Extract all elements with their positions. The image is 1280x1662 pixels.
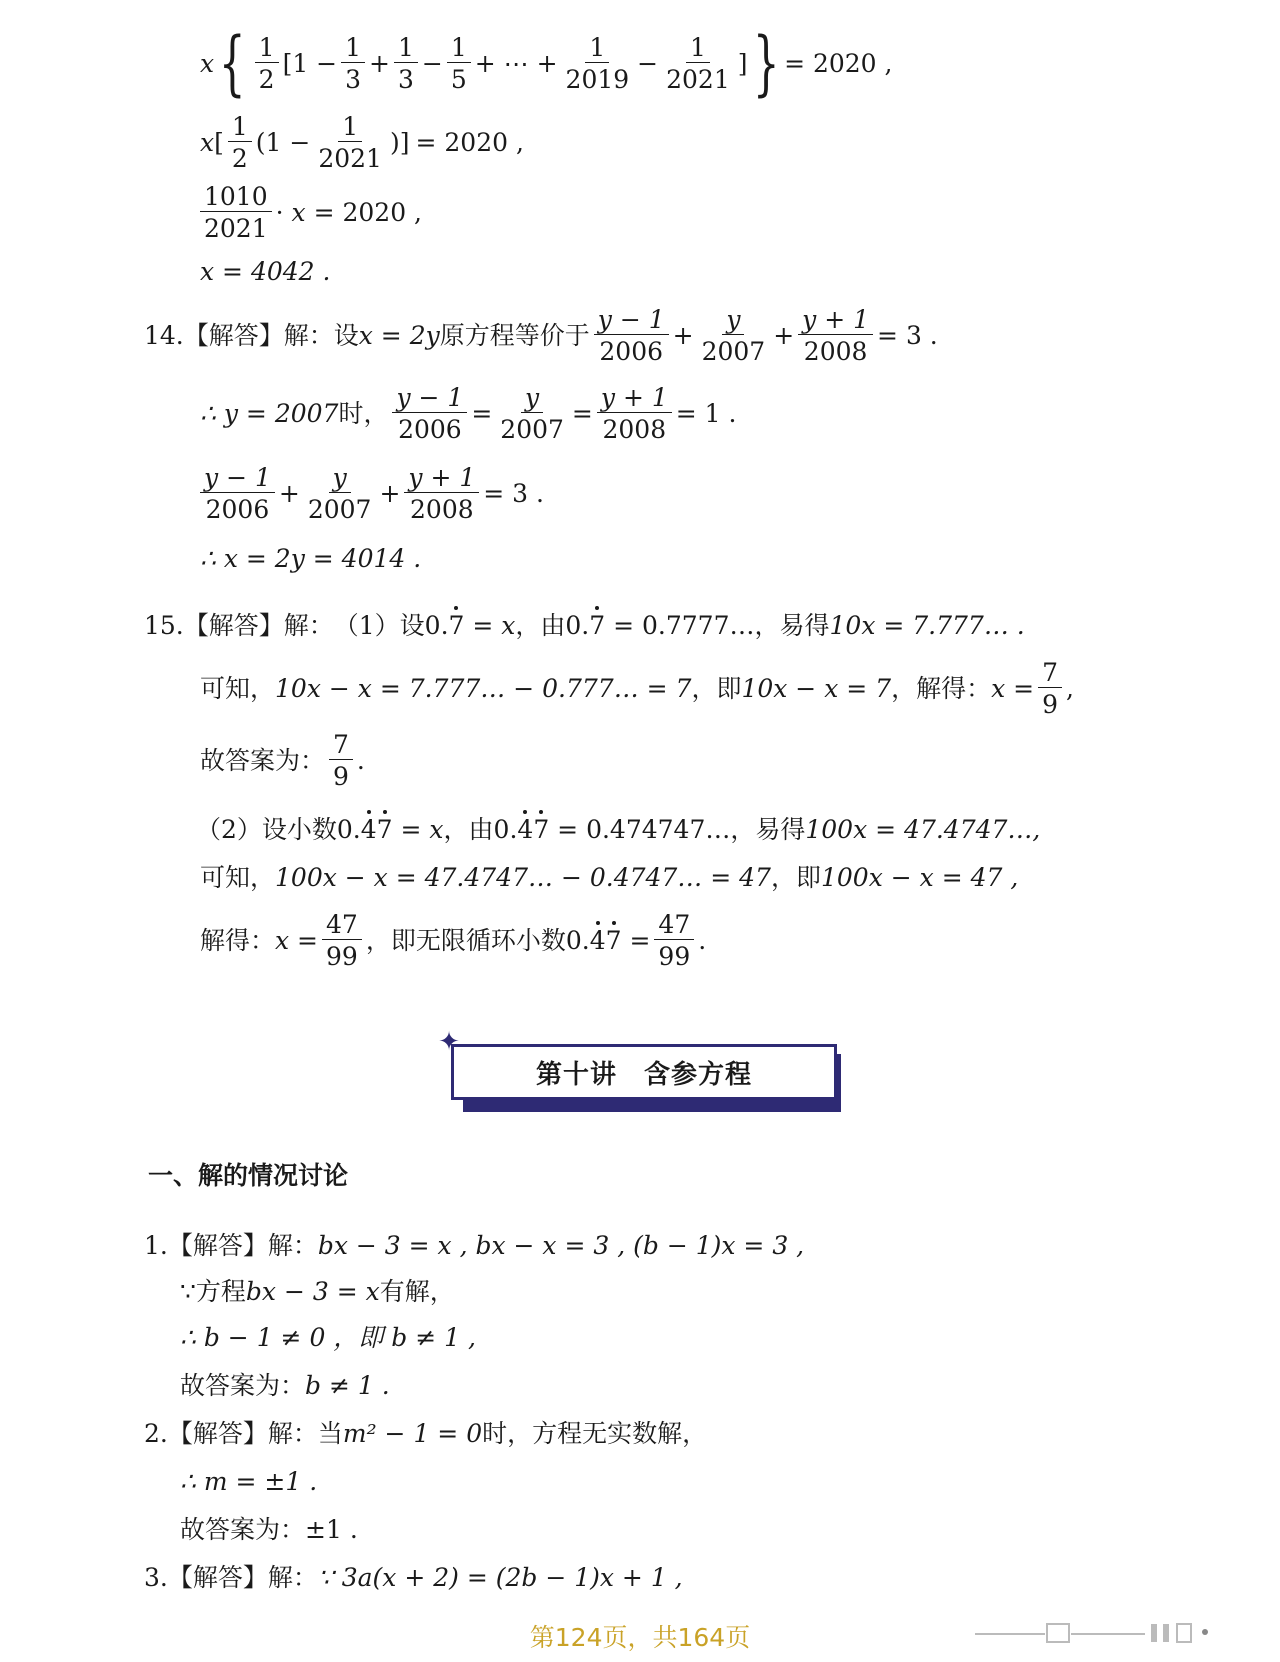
frac-1-2c: 1 2: [228, 114, 252, 171]
q14-line-1: 14.【解答】解：设 x = 2y 原方程等价于 y − 1 2006 + $\frac{y}{2007}$ + $\frac{y + 1}{2008}$ = 3 .: [144, 304, 938, 366]
frac-1-2019: $\frac{1}{2019}$: [565, 32, 630, 94]
p1-line-1: 1.【解答】解： bx − 3 = x , bx − x = 3 , (b − 1)x = 3 ,: [144, 1230, 805, 1260]
q15-line-1: 15.【解答】解： （1）设 0.7 = x ，由 0.7 = 0.7777… ，易得 10x = 7.777… .: [144, 610, 1025, 640]
q14-line-4: ∴ x = 2y = 4014 .: [200, 543, 422, 573]
frac-1-2021: $\frac{1}{2021}$: [666, 32, 730, 94]
q15-line-3: 故答案为： 7 9 .: [200, 729, 365, 791]
frac-yp1-2008: $\frac{y + 1}{2008}$: [798, 307, 873, 364]
p1-line-2: ∵ 方程 bx − 3 = x 有解，: [180, 1276, 455, 1306]
frac-1-5: $\frac{1}{5}$: [447, 35, 471, 92]
p1-line-4: 故答案为： b ≠ 1 .: [180, 1370, 390, 1400]
q14-line-3: y − 1 2006 + $\frac{y}{2007}$ + $\frac{y + 1}{2008}$ = 3 .: [196, 458, 544, 528]
frac-1-2021b: $\frac{1}{2021}$: [318, 111, 382, 173]
q15-line-5: 可知， 100x − x = 47.4747… − 0.4747… = 47 ，即 100x − x = 47 ,: [200, 862, 1019, 892]
frac-47-99: $\frac{47}{99}$: [322, 912, 362, 969]
frac-7-9b: 7 9: [329, 732, 353, 789]
q15-line-4: （2）设小数 0.47 = x ，由 0.47 = 0.474747… ，易得 100x = 47.4747…,: [196, 814, 1041, 844]
scan-artifact-icon: [975, 1620, 1245, 1646]
frac-1-2: 1 2: [255, 35, 279, 92]
frac-y1-2006: y − 1 2006: [594, 307, 669, 364]
frac-1-3: $\frac{1}{3}$: [341, 35, 365, 92]
eq-line-1010: 1010 2021 · x = 2020 ,: [196, 178, 422, 246]
lecture-heading: [438, 1027, 841, 1104]
q15-line-2: 可知， 10x − x = 7.777… − 0.777… = 7 ，即 10x − x = 7 ，解得： x = $\frac{7}{9}$ ,: [200, 657, 1074, 719]
subsection-title: 一、解的情况讨论: [148, 1161, 349, 1190]
p2-line-3: 故答案为： ±1 .: [180, 1514, 358, 1544]
page-number: 第124页，共164页: [529, 1623, 751, 1652]
q15-line-6: 解得： x = $\frac{47}{99}$ ，即无限循环小数 0.47 = $\frac{47}{99}$ .: [200, 909, 707, 971]
frac-y-2007: $\frac{y}{2007}$: [701, 304, 766, 366]
p2-line-1: 2.【解答】解： 当 m² − 1 = 0 时，方程无实数解，: [144, 1418, 708, 1448]
eq-line-x4042: x = 4042 .: [200, 256, 331, 286]
frac-47-99b: $\frac{47}{99}$: [654, 912, 694, 969]
sparkle-icon: ✦: [438, 1027, 460, 1057]
frac-1-3b: $\frac{1}{3}$: [394, 35, 418, 92]
lecture-heading-title: 第十讲 含参方程: [451, 1044, 837, 1100]
q14-line-2: ∴ y = 2007 时， $\frac{y - 1}{2006}$ = $\frac{y}{2007}$ = $\frac{y + 1}{2008}$ = 1 .: [200, 382, 737, 444]
left-brace: {: [219, 22, 246, 104]
p1-line-3: ∴ b − 1 ≠ 0 ，即 b ≠ 1 ,: [180, 1322, 476, 1352]
p3-line-1: 3.【解答】解： ∵ 3a(x + 2) = (2b − 1)x + 1 ,: [144, 1562, 683, 1592]
p2-line-2: ∴ m = ±1 .: [180, 1466, 318, 1496]
eq-line-half: x [ 1 2 (1 − $\frac{1}{2021}$ )] = 2020 ,: [200, 111, 524, 173]
frac-7-9: $\frac{7}{9}$: [1038, 660, 1062, 717]
frac-1010-2021: 1010 2021: [200, 184, 272, 241]
right-brace: }: [752, 22, 780, 104]
eq-line-sum: x { 1 2 [1 − $\frac{1}{3}$ + $\frac{1}{3}$ − $\frac{1}{5}$ + ⋯ + $\frac{1}{2019}$ − $\frac{1}{2021}$ ] } = 2020 ,: [200, 22, 893, 104]
